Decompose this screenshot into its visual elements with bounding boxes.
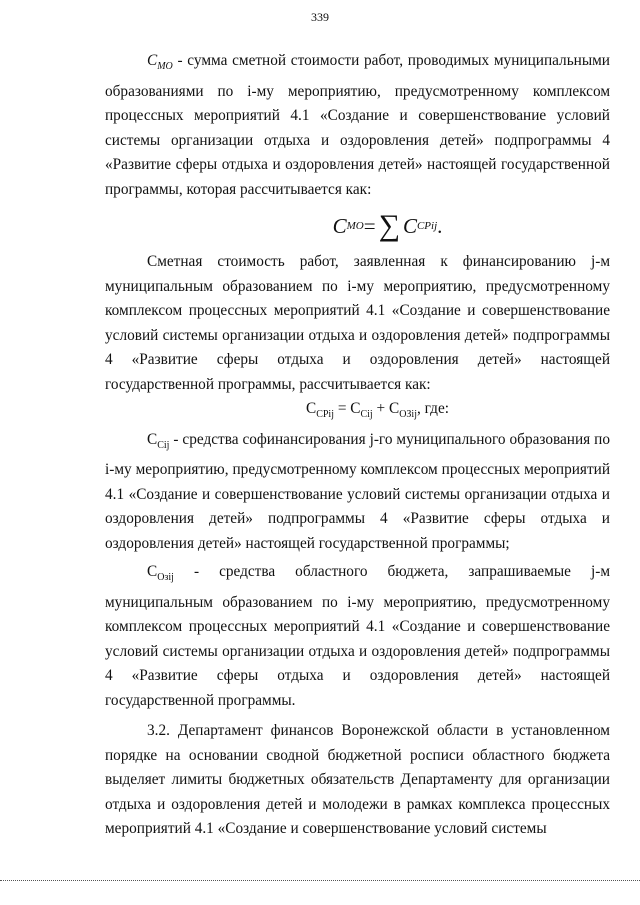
formula-rhs: C — [402, 213, 417, 238]
formula-sum-cmo — [165, 202, 610, 250]
symbol-c: C — [147, 52, 158, 69]
paragraph-estimate-cost: Сметная стоимость работ, заявленная к финансированию j-м муниципальным образованием по i-му мероприятию, предусмотренному комплексом процессных мероприятий 4.1 «Создание и совершенствование условий системы организации отдыха и оздоровления детей» подпрограммы 4 «Развитие сферы отдыха и оздоровления детей» настоящей государственной программы, рассчитывается как: — [105, 253, 610, 393]
formula-plus: + С — [372, 400, 400, 418]
symbol-subscript: МО — [157, 61, 173, 73]
paragraph-cmo-definition — [105, 49, 610, 202]
symbol-c: С — [147, 430, 158, 448]
formula-end: , где: — [417, 400, 449, 418]
paragraph-3-2: 3.2. Департамент финансов Воронежской области в установленном порядке на основании сводной бюджетной росписи областного бюджета выделяет лимиты бюджетных обязательств Департаменту для организации отдыха и оздоровления детей и молодежи в рамках комплекса процессных мероприятий 4.1 «Создание и совершенствование условий системы — [105, 722, 610, 838]
document-body — [105, 49, 610, 842]
formula-end: . — [437, 213, 443, 238]
formula-equals: = С — [334, 400, 361, 418]
symbol-subscript: Сij — [157, 439, 170, 451]
sigma-symbol: ∑ — [378, 208, 400, 242]
paragraph-text: - средства софинансирования j-го муниципального образования по i-му мероприятию, предусмотренному комплексом процессных мероприятий 4.1 «Создание и совершенствование условий системы организации отдыха и оздоровления детей» подпрограммы 4 «Развитие сферы отдыха и оздоровления детей» настоящей государственной программы; — [105, 430, 610, 552]
formula-ccp — [145, 397, 610, 428]
formula-term-a-subscript: СРij — [316, 409, 334, 421]
formula-lhs-subscript: МО — [346, 219, 364, 232]
bottom-divider — [0, 880, 640, 882]
formula-term-c-subscript: ОЗij — [399, 409, 417, 421]
paragraph-regional-budget — [105, 560, 610, 713]
formula-lhs: C — [332, 213, 347, 238]
formula-rhs-subscript: CPij — [416, 219, 438, 232]
page-number: 339 — [311, 10, 329, 24]
symbol-c: С — [147, 563, 158, 581]
formula-equals: = — [363, 213, 376, 238]
formula-term-a: С — [306, 400, 317, 418]
paragraph-text: - средства областного бюджета, запрашиваемые j-м муниципальным образованием по i-му мероприятию, предусмотренному комплексом процессных мероприятий 4.1 «Создание и совершенствование условий системы организации отдыха и оздоровления детей» подпрограммы 4 «Развитие сферы отдыха и оздоровления детей» настоящей государственной программы. — [105, 563, 610, 709]
symbol-subscript: Озij — [157, 572, 174, 584]
formula-term-b-subscript: Сij — [360, 409, 373, 421]
paragraph-text: - сумма сметной стоимости работ, проводимых муниципальными образованиями по i-му мероприятию, предусмотренному комплексом процессных мероприятий 4.1 «Создание и совершенствование условий системы организации отдыха и оздоровления детей» подпрограммы 4 «Развитие сферы отдыха и оздоровления детей» настоящей государственной программы, которая рассчитывается как: — [105, 52, 610, 198]
paragraph-cofinancing — [105, 428, 610, 557]
